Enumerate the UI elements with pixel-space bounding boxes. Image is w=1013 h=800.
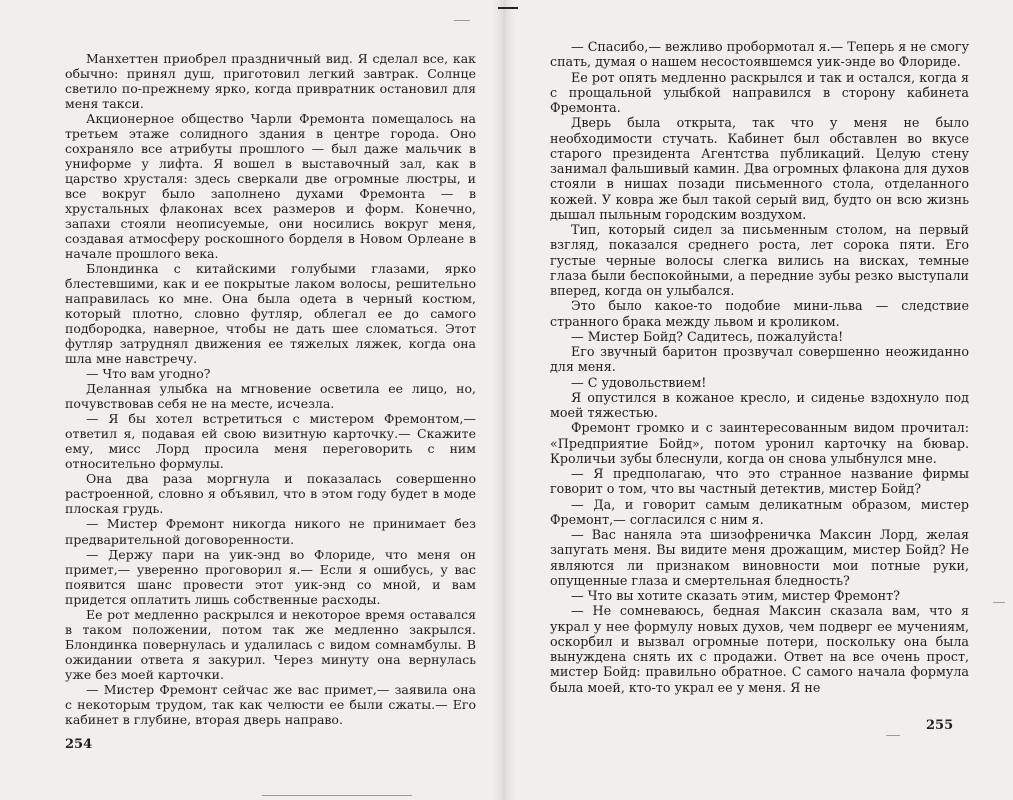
paragraph: — Да, и говорит самым деликатным образом, мистер Фремонт,— согласился с ним я. — [550, 496, 969, 527]
paragraph: Ее рот медленно раскрылся и некоторое время оставался в таком положении, потом так же медленно закрылся. Блондинка повернулась и удалилась с видом сомнамбулы. В ожидании ответа я закурил. Через минуту она вернулась уже без моей карточки. — [65, 606, 476, 682]
page-number: 255 — [926, 718, 954, 733]
paragraph: Она два раза моргнула и показалась совершенно растроенной, словно я объявил, что в этом году будет в моде плоская грудь. — [65, 471, 476, 517]
page-number: 254 — [65, 737, 93, 752]
scan-mark — [262, 795, 412, 796]
paragraph: — Спасибо,— вежливо пробормотал я.— Теперь я не смогу спать, думая о нашем несостоявшемся уик-энде во Флориде. — [550, 39, 970, 70]
right-page-text — [550, 39, 969, 695]
right-page — [506, 0, 1013, 800]
paragraph: — Мистер Бойд? Садитесь, пожалуйста! — [571, 328, 844, 344]
paragraph: — Мистер Фремонт сейчас же вас примет,— заявила она с некоторым трудом, так как челюсти ее были сжаты.— Его кабинет в глубине, вторая дверь направо. — [65, 681, 476, 727]
paragraph: — С удовольствием! — [571, 374, 707, 390]
scan-mark — [993, 602, 1005, 603]
paragraph: Блондинка с китайскими голубыми глазами, ярко блестевшими, как и ее покрытые лаком волосы, решительно направилась ко мне. Она была одета в черный костюм, который плотно, словно футляр, облегал ее до самого подбородка, наверное, чтобы не дать шее сломаться. Этот футляр затруднял движения ее тяжелых ляжек, когда она шла мне навстречу. — [65, 261, 476, 367]
paragraph: Это было какое-то подобие мини-льва — следствие странного брака между львом и кроликом. — [550, 298, 969, 329]
scan-mark — [886, 735, 900, 736]
paragraph: Тип, который сидел за письменным столом, на первый взгляд, показался среднего роста, лет сорока пяти. Его густые черные волосы слегка вились на висках, темные глаза были беспокойными, а передние зубы резко выступали вперед, когда он улыбался. — [550, 222, 969, 298]
paragraph: Акционерное общество Чарли Фремонта помещалось на третьем этаже солидного здания в центре города. Оно сохраняло все атрибуты прошлого — был даже мальчик в униформе у лифта. Я вошел в выставочный зал, как в царство хрусталя: здесь сверкали две огромные люстры, и все вокруг было заполнено духами Фремонта — в хрустальных флаконах всех размеров и форм. Конечно, запахи стояли неописуемые, они носились вокруг меня, создавая атмосферу роскошного борделя в Новом Орлеане в начале прошлого века. — [65, 111, 476, 262]
paragraph: Фремонт громко и с заинтересованным видом прочитал: «Предприятие Бойд», потом уронил карточку на бювар. Кроличьи зубы блеснули, когда он снова улыбнулся мне. — [550, 420, 969, 466]
paragraph: — Мистер Фремонт никогда никого не принимает без предварительной договоренности. — [65, 516, 476, 547]
paragraph: — Что вам угодно? — [86, 366, 211, 382]
paragraph: — Я предполагаю, что это странное название фирмы говорит о том, что вы частный детектив, мистер Бойд? — [550, 466, 969, 497]
scan-mark — [454, 20, 470, 21]
paragraph: Манхеттен приобрел праздничный вид. Я сделал все, как обычно: принял душ, приготовил легкий завтрак. Солнце светило по-прежнему ярко, когда привратник остановил для меня такси. — [65, 51, 476, 112]
paragraph: Ее рот опять медленно раскрылся и так и остался, когда я с прощальной улыбкой направился в сторону кабинета Фремонта. — [550, 69, 969, 115]
paragraph: — Держу пари на уик-энд во Флориде, что меня он примет,— уверенно проговорил я.— Если я ошибусь, у вас появится шанс провести этот уик-энд со мной, и вам придется оплатить лишь собственные расходы. — [65, 546, 476, 607]
paragraph: Деланная улыбка на мгновение осветила ее лицо, но, почувствовав себя не на месте, исчезла. — [65, 381, 476, 412]
paragraph: Его звучный баритон прозвучал совершенно неожиданно для меня. — [550, 344, 969, 375]
paragraph: — Я бы хотел встретиться с мистером Фремонтом,— ответил я, подавая ей свою визитную карточку.— Скажите ему, мисс Лорд просила меня переговорить с ним относительно формулы. — [65, 411, 476, 472]
paragraph: — Вас наняла эта шизофреничка Максин Лорд, желая запугать меня. Вы видите меня дрожащим, мистер Бойд? Не являются ли признаком виновности мои потные руки, опущенные глаза и смертельная бледность? — [550, 527, 969, 588]
paragraph: — Что вы хотите сказать этим, мистер Фремонт? — [571, 588, 900, 603]
paragraph: Я опустился в кожаное кресло, и сиденье вздохнуло под моей тяжестью. — [550, 389, 969, 420]
paragraph: — Не сомневаюсь, бедная Максин сказала вам, что я украл у нее формулу новых духов, чем подверг ее мучениям, оскорбил и вызвал огромные потери, поскольку она была вынуждена снять их с продажи. Ответ на все очень прост, мистер Бойд: правильно обратное. С самого начала формула была моей, кто-то украл ее у меня. Я не — [550, 603, 969, 695]
paragraph: Дверь была открыта, так что у меня не было необходимости стучать. Кабинет был обставлен во вкусе старого президента Агентства публикаций. Целую стену занимал фальшивый камин. Два огромных флакона для духов стояли в нишах позади письменного стола, отделанного кожей. У ковра же был такой серый вид, будто он всю жизнь дышал пыльным городским воздухом. — [550, 115, 969, 222]
left-page — [0, 0, 500, 800]
left-page-text — [65, 51, 476, 727]
